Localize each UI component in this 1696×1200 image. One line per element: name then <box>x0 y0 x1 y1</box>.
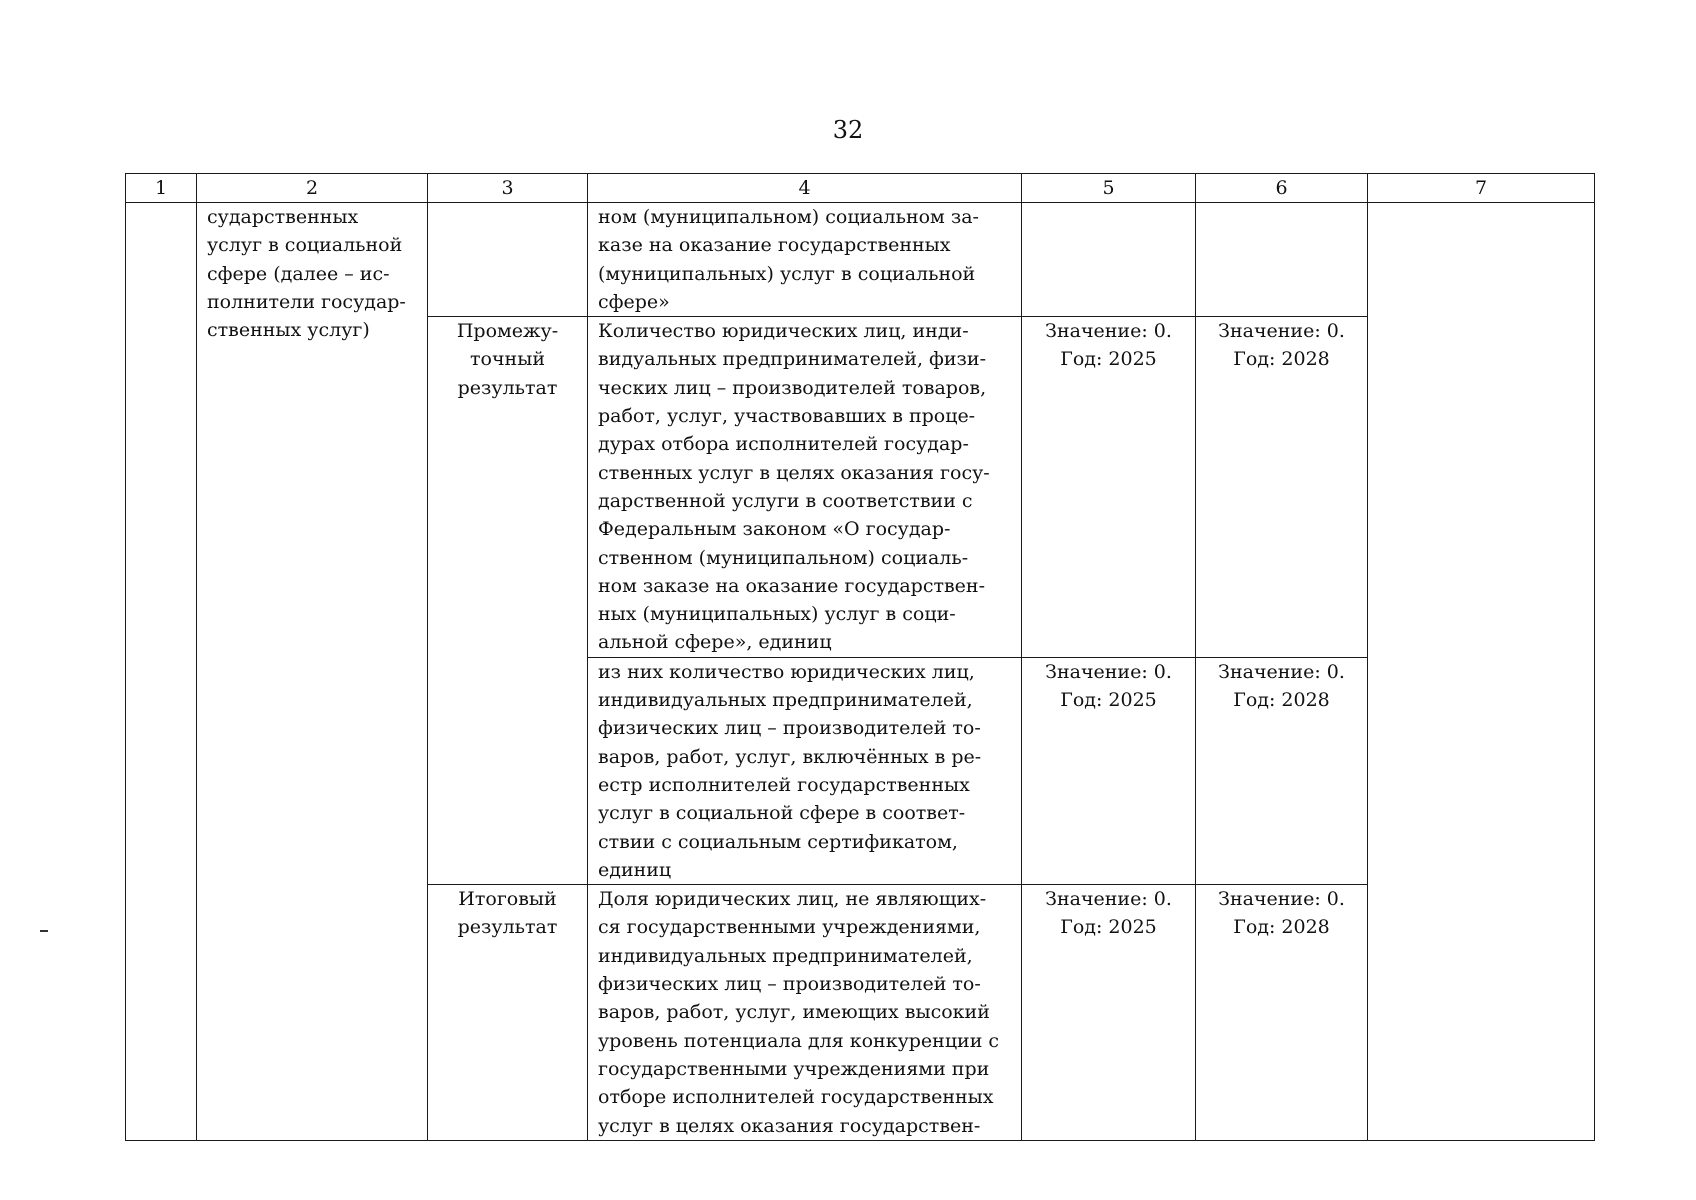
header-cell-5: 5 <box>1022 174 1196 203</box>
header-cell-6: 6 <box>1196 174 1368 203</box>
indicator-description-cell: из них количество юридических лиц, индивидуальных предпринимателей, физических лиц – производителей то- варов, работ, услуг, включённых в ре- естр исполнителей государственных услуг в социальной сфере в соответ- ствии с социальным сертификатом, единиц <box>588 657 1022 884</box>
indicator-description-cell: Доля юридических лиц, не являющих- ся государственными учреждениями, индивидуальных предпринимателей, физических лиц – производителей то- варов, работ, услуг, имеющих высокий уровень потенциала для конкуренции с государственными учреждениями при отборе исполнителей государственных услуг в целях оказания государствен- <box>588 885 1022 1141</box>
notes-cell <box>1368 203 1595 1141</box>
measure-name-cell: сударственных услуг в социальной сфере (далее – ис- полнители государ- ственных услуг) <box>197 203 428 1141</box>
table-row <box>126 203 1595 317</box>
base-value-cell: Значение: 0. Год: 2025 <box>1022 657 1196 884</box>
target-value-cell <box>1196 203 1368 317</box>
header-cell-3: 3 <box>428 174 588 203</box>
base-value-cell <box>1022 203 1196 317</box>
indicator-description-cell: Количество юридических лиц, инди- видуальных предпринимателей, физи- ческих лиц – производителей товаров, работ, услуг, участвовавших в проце- дурах отбора исполнителей государ- ственных услуг в целях оказания госу- дарственной услуги в соответствии с Федеральным законом «О государ- ственном (муниципальном) социаль- ном заказе на оказание государствен- ных (муниципальных) услуг в соци- альной сфере», единиц <box>588 317 1022 658</box>
result-type-cell: Итоговый результат <box>428 885 588 1141</box>
table-header-row <box>126 174 1595 203</box>
header-cell-7: 7 <box>1368 174 1595 203</box>
base-value-cell: Значение: 0. Год: 2025 <box>1022 317 1196 658</box>
result-type-cell: Промежу- точный результат <box>428 317 588 885</box>
result-type-cell <box>428 203 588 317</box>
target-value-cell: Значение: 0. Год: 2028 <box>1196 317 1368 658</box>
header-cell-1: 1 <box>126 174 197 203</box>
target-value-cell: Значение: 0. Год: 2028 <box>1196 657 1368 884</box>
target-value-cell: Значение: 0. Год: 2028 <box>1196 885 1368 1141</box>
scan-mark <box>40 930 48 932</box>
results-table <box>125 173 1595 1141</box>
header-cell-2: 2 <box>197 174 428 203</box>
base-value-cell: Значение: 0. Год: 2025 <box>1022 885 1196 1141</box>
row-number-cell <box>126 203 197 1141</box>
indicator-description-cell: ном (муниципальном) социальном за- казе на оказание государственных (муниципальных) услуг в социальной сфере» <box>588 203 1022 317</box>
page-number: 32 <box>832 116 864 144</box>
header-cell-4: 4 <box>588 174 1022 203</box>
